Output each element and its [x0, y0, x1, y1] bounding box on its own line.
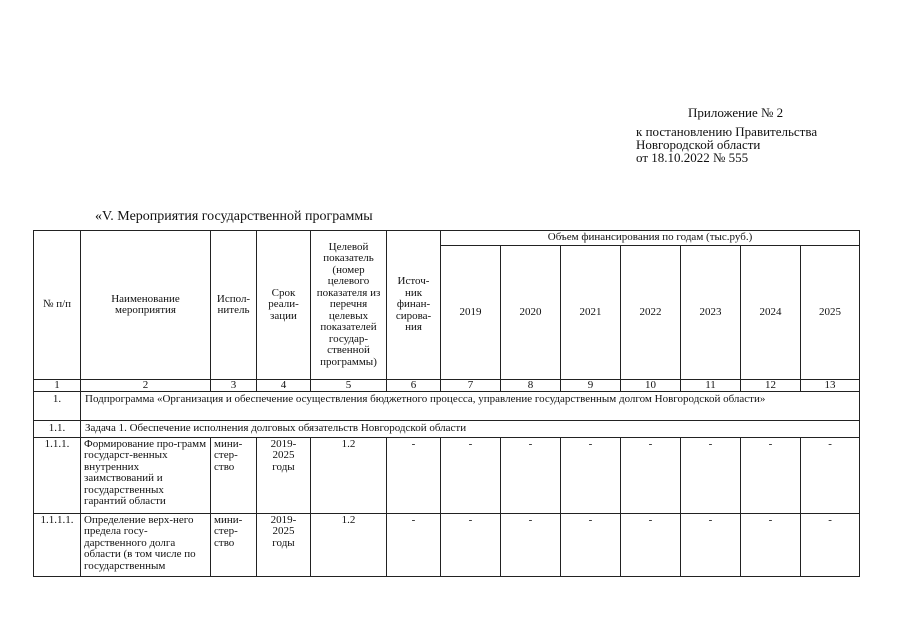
row-value: -	[501, 437, 561, 513]
document-title: «V. Мероприятия государственной программы	[95, 209, 373, 224]
row-value: -	[441, 437, 501, 513]
row-value: -	[681, 437, 741, 513]
task-text: Задача 1. Обеспечение исполнения долговых обязательств Новгородской области	[81, 421, 860, 438]
header-year: 2020	[501, 246, 561, 380]
row-value: -	[561, 437, 621, 513]
appendix-date: от 18.10.2022 № 555	[636, 150, 749, 165]
appendix-block	[636, 106, 817, 164]
row-num: 1.1.1.1.	[34, 513, 81, 576]
column-number: 7	[441, 380, 501, 392]
row-source: -	[387, 513, 441, 576]
subprogram-text: Подпрограмма «Организация и обеспечение осуществления бюджетного процесса, управление государственным долгом Новгородской области»	[81, 392, 860, 421]
row-value: -	[561, 513, 621, 576]
row-source: -	[387, 437, 441, 513]
subprogram-row	[34, 392, 860, 421]
column-number: 8	[501, 380, 561, 392]
header-year: 2023	[681, 246, 741, 380]
task-num: 1.1.	[34, 421, 81, 438]
row-value: -	[441, 513, 501, 576]
table-row	[34, 513, 860, 576]
header-executor: Испол-нитель	[211, 231, 257, 380]
column-number: 3	[211, 380, 257, 392]
column-number: 12	[741, 380, 801, 392]
column-number: 13	[801, 380, 860, 392]
row-term: 2019-2025 годы	[257, 437, 311, 513]
table-row	[34, 437, 860, 513]
column-number: 5	[311, 380, 387, 392]
column-number: 6	[387, 380, 441, 392]
row-name: Определение верх-него предела госу-дарственного долга области (в том числе по государственным	[81, 513, 211, 576]
column-number: 2	[81, 380, 211, 392]
column-number: 9	[561, 380, 621, 392]
measures-table	[33, 230, 860, 577]
row-num: 1.1.1.	[34, 437, 81, 513]
header-year: 2024	[741, 246, 801, 380]
column-number: 1	[34, 380, 81, 392]
row-value: -	[801, 437, 860, 513]
row-value: -	[501, 513, 561, 576]
row-value: -	[681, 513, 741, 576]
row-executor: мини-стер-ство	[211, 513, 257, 576]
row-term: 2019-2025 годы	[257, 513, 311, 576]
header-term: Срок реали-зации	[257, 231, 311, 380]
column-number: 4	[257, 380, 311, 392]
header-name: Наименование мероприятия	[81, 231, 211, 380]
row-value: -	[801, 513, 860, 576]
row-value: -	[621, 513, 681, 576]
appendix-number: Приложение № 2	[688, 105, 784, 120]
column-number: 11	[681, 380, 741, 392]
task-row	[34, 421, 860, 438]
row-value: -	[621, 437, 681, 513]
subprogram-num: 1.	[34, 392, 81, 421]
header-num: № п/п	[34, 231, 81, 380]
header-year: 2025	[801, 246, 860, 380]
header-target: Целевой показатель (номер целевого показателя из перечня целевых показателей государ-ственной программы)	[311, 231, 387, 380]
header-year: 2021	[561, 246, 621, 380]
row-target: 1.2	[311, 437, 387, 513]
header-year: 2019	[441, 246, 501, 380]
row-target: 1.2	[311, 513, 387, 576]
appendix-decree: к постановлению Правительства	[636, 124, 818, 139]
header-year: 2022	[621, 246, 681, 380]
row-value: -	[741, 437, 801, 513]
row-value: -	[741, 513, 801, 576]
row-executor: мини-стер-ство	[211, 437, 257, 513]
column-number: 10	[621, 380, 681, 392]
appendix-region: Новгородской области	[636, 137, 761, 152]
header-funding: Объем финансирования по годам (тыс.руб.)	[441, 231, 860, 246]
header-source: Источ-ник финан-сирова-ния	[387, 231, 441, 380]
row-name: Формирование про-грамм государст-венных внутренних заимствований и государственных гарантий области	[81, 437, 211, 513]
